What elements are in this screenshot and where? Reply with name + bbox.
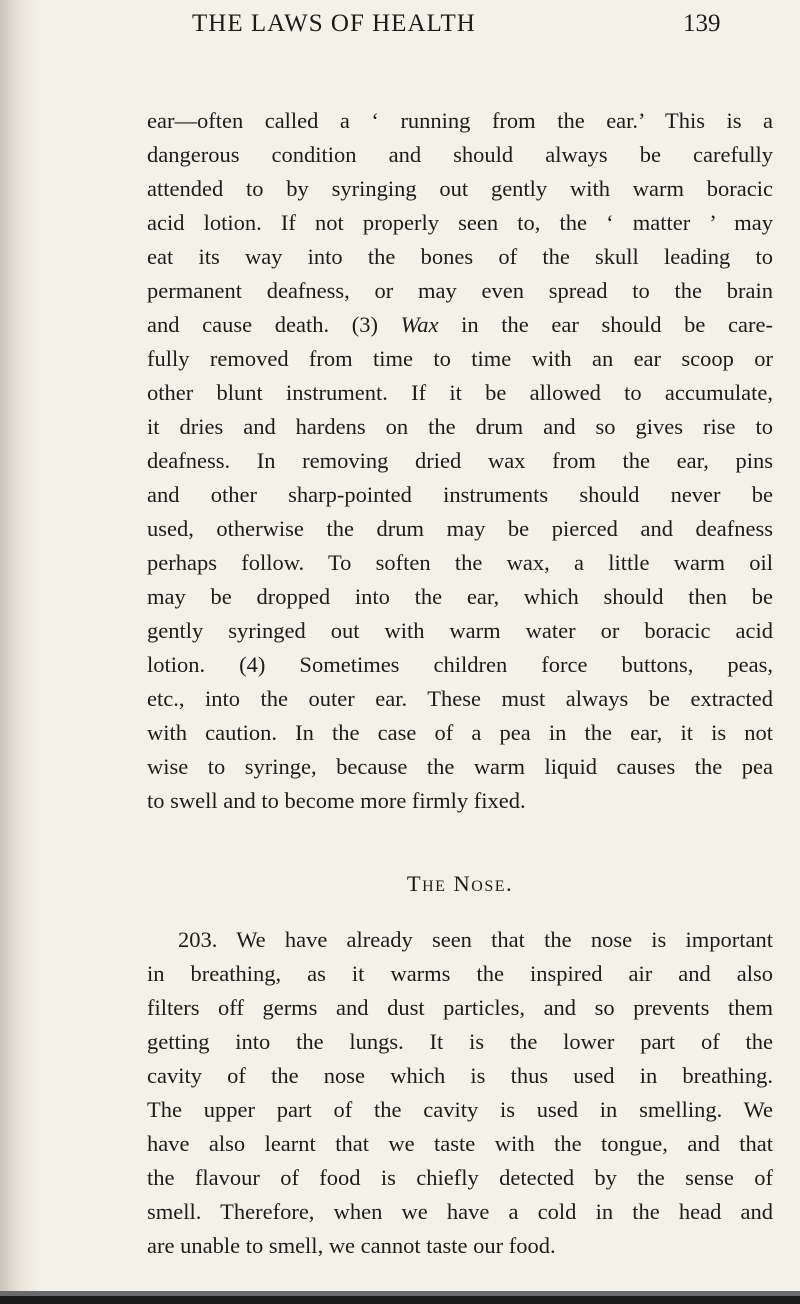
text-line: dangerous condition and should always be carefully: [147, 142, 773, 167]
text-line: wise to syringe, because the warm liquid causes the pea: [147, 754, 773, 779]
text-line: filters off germs and dust particles, and so prevents them: [147, 995, 773, 1020]
text-line: have also learnt that we taste with the tongue, and that: [147, 1131, 773, 1156]
text-fragment: and cause death. (3): [147, 312, 401, 337]
text-line: etc., into the outer ear. These must always be extracted: [147, 686, 773, 711]
text-line: and other sharp-pointed instruments should never be: [147, 482, 773, 507]
italic-term-wax: Wax: [400, 312, 439, 337]
text-line: may be dropped into the ear, which should then be: [147, 584, 773, 609]
text-line: lotion. (4) Sometimes children force buttons, peas,: [147, 652, 773, 677]
text-line: deafness. In removing dried wax from the ear, pins: [147, 448, 773, 473]
text-line: The upper part of the cavity is used in smelling. We: [147, 1097, 773, 1122]
text-line: are unable to smell, we cannot taste our food.: [147, 1233, 556, 1258]
text-line: fully removed from time to time with an ear scoop or: [147, 346, 773, 371]
text-line: to swell and to become more firmly fixed.: [147, 788, 526, 813]
text-line: gently syringed out with warm water or boracic acid: [147, 618, 773, 643]
text-line: eat its way into the bones of the skull leading to: [147, 244, 773, 269]
text-line: with caution. In the case of a pea in the ear, it is not: [147, 720, 773, 745]
text-line: ear—often called a ‘ running from the ear.’ This is a: [147, 108, 773, 133]
page-number: 139: [683, 10, 721, 37]
text-line: it dries and hardens on the drum and so gives rise to: [147, 414, 773, 439]
text-line: [147, 308, 773, 342]
text-line: smell. Therefore, when we have a cold in the head and: [147, 1199, 773, 1224]
text-line: permanent deafness, or may even spread to the brain: [147, 278, 773, 303]
text-line: in breathing, as it warms the inspired air and also: [147, 961, 773, 986]
text-line: cavity of the nose which is thus used in breathing.: [147, 1063, 773, 1088]
page-bottom-border: [0, 1296, 800, 1304]
text-line: getting into the lungs. It is the lower part of the: [147, 1029, 773, 1054]
text-line: the flavour of food is chiefly detected by the sense of: [147, 1165, 773, 1190]
text-line: used, otherwise the drum may be pierced and deafness: [147, 516, 773, 541]
running-title: THE LAWS OF HEALTH: [192, 10, 476, 37]
text-line: perhaps follow. To soften the wax, a little warm oil: [147, 550, 773, 575]
text-line: attended to by syringing out gently with warm boracic: [147, 176, 773, 201]
text-fragment: in the ear should be care-: [438, 312, 773, 337]
text-line: 203. We have already seen that the nose is important: [178, 927, 773, 952]
section-heading: The Nose.: [406, 871, 514, 896]
text-line: other blunt instrument. If it be allowed to accumulate,: [147, 380, 773, 405]
text-line: acid lotion. If not properly seen to, the ‘ matter ’ may: [147, 210, 773, 235]
